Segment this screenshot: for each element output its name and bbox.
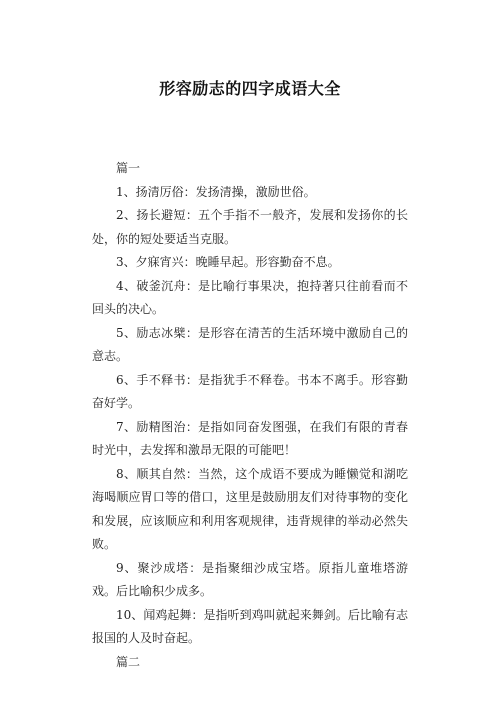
document-title: 形容励志的四字成语大全 bbox=[159, 79, 341, 98]
section-heading: 篇二 bbox=[116, 654, 141, 669]
paragraph: 7、励精图治：是指如同奋发图强，在我们有限的青春时光中，去发挥和激昂无限的可能吧！ bbox=[92, 419, 408, 457]
paragraph: 5、励志冰檗：是形容在清苦的生活环境中激励自己的意志。 bbox=[92, 325, 408, 363]
paragraph: 8、顺其自然：当然，这个成语不要成为睡懒觉和湖吃海喝顺应胃口等的借口，这里是鼓励朋友们对待事物的变化和发展，应该顺应和利用客观规律，违背规律的举动必然失败。 bbox=[92, 466, 408, 551]
paragraph: 9、聚沙成塔：是指聚细沙成宝塔。原指儿童堆塔游戏。后比喻积少成多。 bbox=[92, 560, 408, 598]
section-heading: 篇一 bbox=[116, 161, 141, 175]
paragraph: 2、扬长避短：五个手指不一般齐，发展和发扬你的长处，你的短处要适当克服。 bbox=[92, 208, 408, 246]
paragraph: 6、手不释书：是指犹手不释卷。书本不离手。形容勤奋好学。 bbox=[92, 372, 408, 410]
paragraph: 3、夕寐宵兴：晚睡早起。形容勤奋不息。 bbox=[116, 255, 340, 269]
paragraph: 10、闻鸡起舞：是指听到鸡叫就起来舞剑。后比喻有志报国的人及时奋起。 bbox=[92, 607, 408, 645]
document-body bbox=[92, 157, 408, 674]
paragraph: 4、破釜沉舟：是比喻行事果决，抱持著只往前看而不回头的决心。 bbox=[92, 278, 408, 316]
paragraph: 1、扬清厉俗：发扬清操，激励世俗。 bbox=[116, 184, 316, 199]
